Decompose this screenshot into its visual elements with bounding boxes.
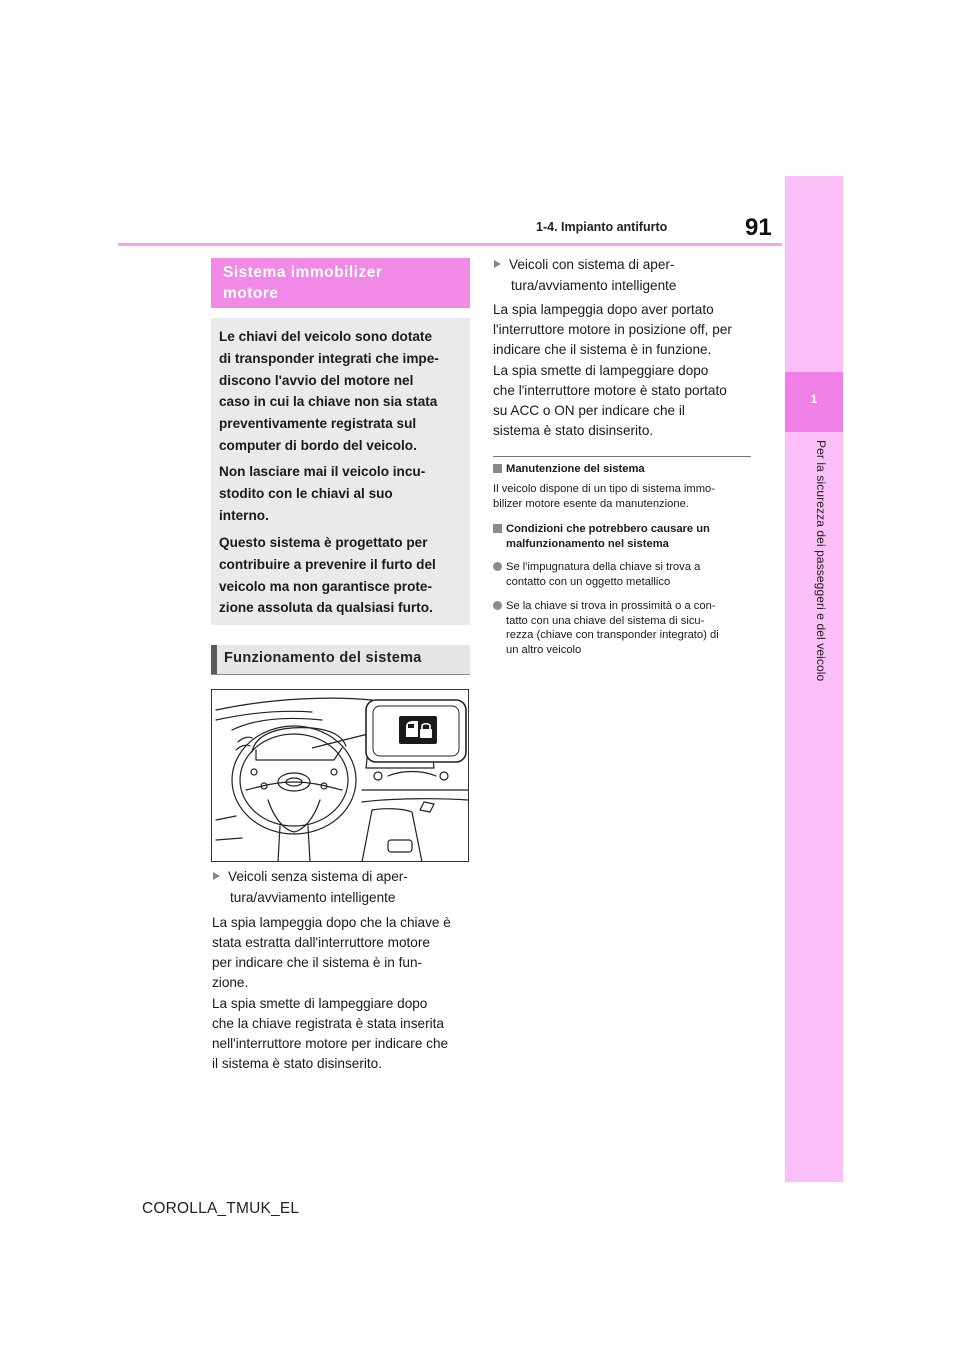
text-line: il sistema è stato disinserito. [212,1056,382,1071]
text-line: stata estratta dall'interruttore motore [212,935,430,950]
bullet-line: tura/avviamento intelligente [230,890,396,905]
text-line: tatto con una chiave del sistema di sicu- [506,614,705,627]
text-line: preventivamente registrata sul [219,416,417,432]
text-line: La spia lampeggia dopo che la chiave è [212,915,451,930]
text-line: stodito con le chiavi al suo [219,485,393,501]
dashboard-drawing [212,690,469,862]
document-code: COROLLA_TMUK_EL [142,1200,300,1217]
manutenzione-title [493,462,751,477]
text-line: Se l'impugnatura della chiave si trova a [506,561,701,573]
triangle-bullet-icon [494,260,501,268]
text-line: discono l'avvio del motore nel [219,372,414,388]
text-line: per indicare che il sistema è in fun- [212,955,423,970]
text-line: Questo sistema è progettato per [219,535,428,550]
condition-item-1 [493,560,700,589]
text-line: l'interruttore motore in posizione off, per [493,322,732,337]
text-line: bilizer motore esente da manutenzione. [493,497,689,510]
chapter-title: Per la sicurezza dei passeggeri e del veicolo [814,440,828,682]
note-title-text: Manutenzione del sistema [506,463,645,475]
condizioni-title [493,522,751,551]
text-line: La spia smette di lampeggiare dopo [493,363,709,378]
chapter-number: 1 [810,392,818,406]
immobilizer-summary-box [211,318,470,625]
text-line: caso in cui la chiave non sia stata [219,394,438,410]
note-title-text: malfunzionamento nel sistema [506,537,669,550]
page-number: 91 [745,214,772,241]
immobilizer-paragraph-1 [219,326,464,457]
immobilizer-title-line2: motore [223,285,279,302]
left-paragraph-2 [212,994,474,1074]
funzionamento-title: Funzionamento del sistema [224,650,422,666]
notes-divider [493,456,751,457]
square-bullet-icon [493,524,502,533]
bullet-line: tura/avviamento intelligente [511,278,677,293]
text-line: Le chiavi del veicolo sono dotate [219,329,433,344]
text-line: computer di bordo del veicolo. [219,437,417,453]
right-paragraph-1 [493,300,755,360]
text-line: rezza (chiave con transponder integrato) di [506,629,719,642]
immobilizer-paragraph-2 [219,461,464,526]
text-line: Non lasciare mai il veicolo incu- [219,464,426,479]
immobilizer-paragraph-3 [219,532,464,619]
dashboard-illustration [211,689,469,862]
text-line: nell'interruttore motore per indicare che [212,1036,449,1051]
note-title-text: Condizioni che potrebbero causare un [506,523,710,535]
text-line: di transponder integrati che impe- [219,350,439,366]
text-line: indicare che il sistema è in funzione. [493,342,712,357]
section-header-bar [211,645,217,674]
immobilizer-section-header [211,258,470,308]
immobilizer-title [223,262,382,304]
text-line: veicolo ma non garantisce prote- [219,578,433,594]
header-rule [118,243,782,246]
text-line: un altro veicolo [506,643,582,656]
round-bullet-icon [493,601,502,610]
triangle-bullet-icon [213,872,220,880]
bullet-without-smart-entry [213,866,408,908]
text-line: Il veicolo dispone di un tipo di sistema immo- [493,483,715,495]
text-line: contatto con un oggetto metallico [506,575,671,588]
text-line: Se la chiave si trova in prossimità o a con- [506,600,716,612]
bullet-line: Veicoli senza sistema di aper- [228,869,408,884]
immobilizer-title-line1: Sistema immobilizer [223,264,383,281]
bullet-with-smart-entry [494,254,677,296]
right-paragraph-2 [493,361,755,441]
section-reference: 1-4. Impianto antifurto [536,220,668,234]
text-line: La spia lampeggia dopo aver portato [493,302,714,317]
text-line: interno. [219,507,269,523]
text-line: La spia smette di lampeggiare dopo [212,996,428,1011]
text-line: che l'interruttore motore è stato portato [493,383,727,398]
bullet-line: Veicoli con sistema di aper- [509,257,675,272]
left-paragraph-1 [212,913,474,993]
security-indicator-icon [399,716,437,744]
condition-item-2 [493,599,719,657]
round-bullet-icon [493,562,502,571]
text-line: su ACC o ON per indicare che il [493,403,685,418]
manutenzione-text [493,482,715,511]
funzionamento-section-header [211,645,470,675]
text-line: che la chiave registrata è stata inserita [212,1016,444,1031]
text-line: zione. [212,975,249,990]
text-line: sistema è stato disinserito. [493,423,654,438]
text-line: contribuire a prevenire il furto del [219,556,436,572]
square-bullet-icon [493,464,502,473]
text-line: zione assoluta da qualsiasi furto. [219,600,433,616]
